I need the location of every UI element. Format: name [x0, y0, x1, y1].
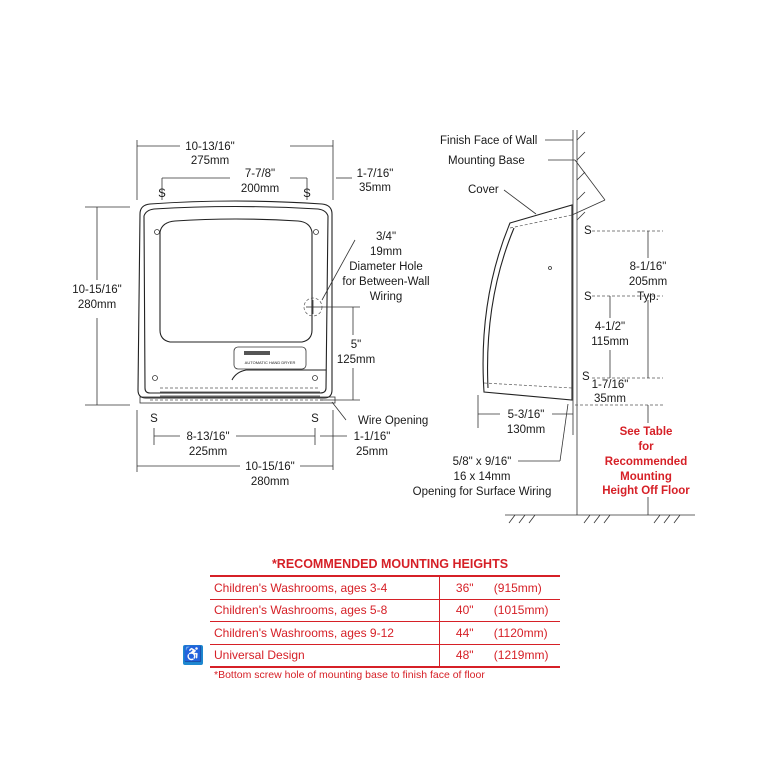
front-view — [72, 140, 429, 488]
height-mm-label: 280mm — [77, 299, 117, 311]
see-table-line-1: See Table — [619, 426, 673, 438]
overall-width-mm-label: 275mm — [190, 155, 230, 167]
side-bottom-offset-mm-label: 35mm — [594, 393, 626, 405]
surface-opening-desc: Opening for Surface Wiring — [412, 486, 552, 498]
row-label: Children's Washrooms, ages 3-4 — [210, 576, 439, 599]
see-table-line-2: for — [638, 441, 654, 453]
vert-spacing-label: 8-1/16" — [629, 261, 667, 273]
bottom-offset-label: 1-1/16" — [353, 431, 391, 443]
row-inches: 36" — [439, 576, 490, 599]
depth-label: 5-3/16" — [507, 409, 545, 421]
row-inches: 48" — [439, 644, 490, 667]
wheelchair-icon: ♿ — [183, 646, 203, 663]
mid-spacing-label: 4-1/2" — [594, 321, 626, 333]
screw-marker-bottom-left: S — [150, 413, 158, 425]
hole-desc-3: Wiring — [369, 291, 403, 303]
base-width-mm-label: 280mm — [250, 476, 290, 488]
row-label: Universal Design — [210, 644, 439, 667]
overall-width-label: 10-13/16" — [185, 141, 235, 153]
depth-mm-label: 130mm — [506, 424, 546, 436]
side-offset-label: 1-7/16" — [356, 168, 394, 180]
hole-height-mm-label: 125mm — [336, 354, 376, 366]
see-table-line-5: Height Off Floor — [602, 485, 690, 497]
side-screw-top: S — [584, 225, 592, 237]
vert-spacing-note: Typ. — [637, 291, 659, 303]
surface-opening-label: 5/8" x 9/16" — [452, 456, 512, 468]
mounting-base-label: Mounting Base — [448, 155, 525, 167]
wire-opening-label: Wire Opening — [358, 415, 429, 427]
hole-size-mm-label: 19mm — [370, 246, 402, 258]
table-row — [210, 644, 560, 667]
bottom-screw-spacing-mm-label: 225mm — [188, 446, 228, 458]
finish-face-label: Finish Face of Wall — [440, 135, 538, 147]
row-mm: (1219mm) — [490, 644, 560, 667]
table-row — [210, 599, 560, 622]
screw-marker-top-left: S — [158, 188, 166, 200]
surface-opening-mm-label: 16 x 14mm — [453, 471, 511, 483]
screw-marker-top-right: S — [303, 188, 311, 200]
row-inches: 40" — [439, 599, 490, 622]
side-offset-mm-label: 35mm — [359, 182, 391, 194]
table-row — [210, 576, 560, 599]
table-footnote: *Bottom screw hole of mounting base to finish face of floor — [214, 669, 485, 681]
hole-size-label: 3/4" — [375, 231, 397, 243]
mounting-heights-table — [210, 575, 560, 668]
row-label: Children's Washrooms, ages 9-12 — [210, 622, 439, 645]
height-label: 10-15/16" — [72, 284, 122, 296]
side-bottom-offset-label: 1-7/16" — [591, 379, 629, 391]
bottom-offset-mm-label: 25mm — [356, 446, 388, 458]
screw-marker-bottom-right: S — [311, 413, 319, 425]
table-title: *RECOMMENDED MOUNTING HEIGHTS — [271, 557, 509, 571]
screw-spacing-label: 7-7/8" — [244, 168, 276, 180]
row-label: Children's Washrooms, ages 5-8 — [210, 599, 439, 622]
row-mm: (1120mm) — [490, 622, 560, 645]
bottom-screw-spacing-label: 8-13/16" — [186, 431, 230, 443]
side-screw-bottom: S — [582, 371, 590, 383]
row-mm: (915mm) — [490, 576, 560, 599]
side-screw-mid: S — [584, 291, 592, 303]
nameplate-text: AUTOMATIC HAND DRYER — [244, 360, 296, 365]
cover-label: Cover — [468, 184, 499, 196]
hole-desc-2: for Between-Wall — [342, 276, 430, 288]
hole-desc-1: Diameter Hole — [349, 261, 423, 273]
row-inches: 44" — [439, 622, 490, 645]
see-table-line-4: Mounting — [620, 471, 672, 483]
vert-spacing-mm-label: 205mm — [628, 276, 668, 288]
mid-spacing-mm-label: 115mm — [591, 336, 629, 348]
side-view — [413, 130, 695, 523]
see-table-line-3: Recommended — [604, 456, 688, 468]
screw-spacing-mm-label: 200mm — [240, 183, 280, 195]
base-width-label: 10-15/16" — [245, 461, 295, 473]
table-row — [210, 622, 560, 645]
row-mm: (1015mm) — [490, 599, 560, 622]
hole-height-label: 5" — [350, 339, 362, 351]
